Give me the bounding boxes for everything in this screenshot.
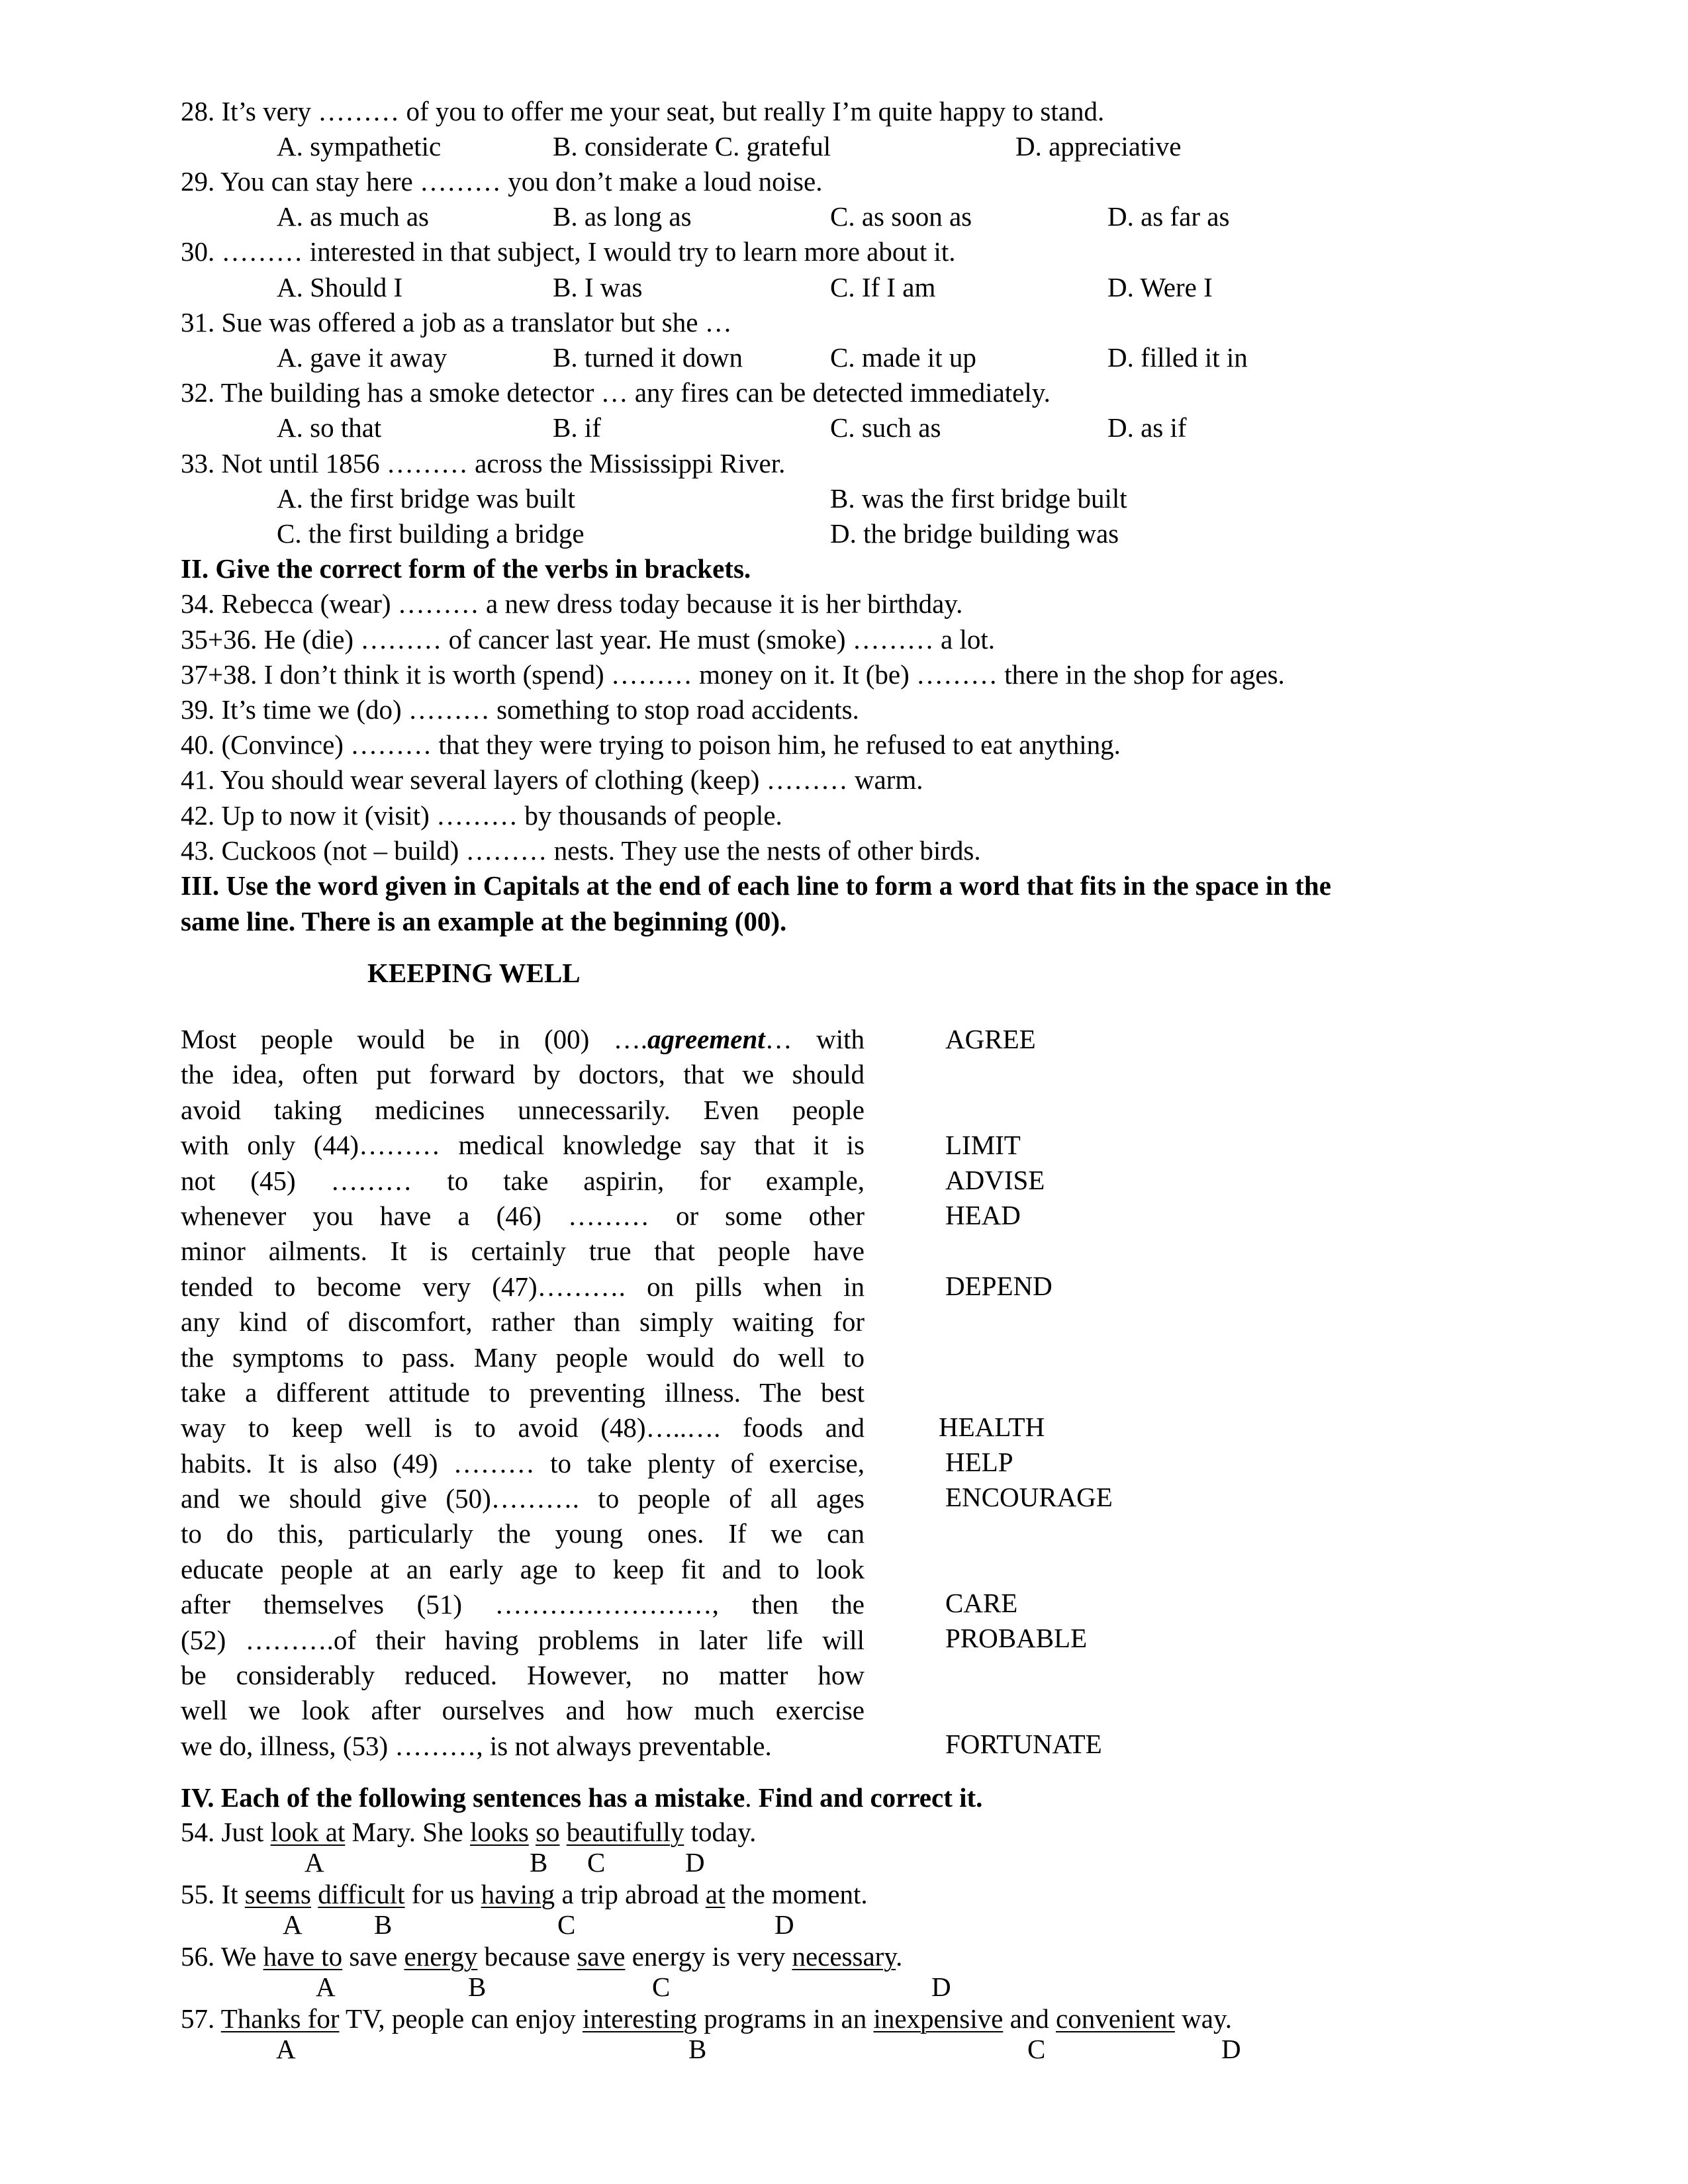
- passage-line: be considerably reduced. However, no matter how: [181, 1660, 865, 1691]
- keyword-help: HELP: [945, 1447, 1013, 1477]
- passage-title: KEEPING WELL: [367, 958, 581, 988]
- passage-line: and we should give (50)………. to people of all ages: [181, 1483, 865, 1514]
- q54-letter-a: A: [305, 1847, 324, 1878]
- passage-line: the idea, often put forward by doctors, that we should: [181, 1059, 865, 1090]
- q55-letter-a: A: [283, 1909, 303, 1940]
- keyword-limit: LIMIT: [945, 1130, 1021, 1160]
- q57-sentence: 57. Thanks for TV, people can enjoy interesting programs in an inexpensive and convenient way.: [181, 2003, 1233, 2034]
- q57-letter-b: B: [688, 2034, 707, 2064]
- q32-option-a: A. so that: [277, 412, 382, 443]
- q56-letter-c: C: [652, 1972, 671, 2002]
- q55-part-c: having: [481, 1879, 555, 1909]
- q28-stem: 28. It’s very ……… of you to offer me your seat, but really I’m quite happy to stand.: [181, 96, 1105, 126]
- q33-stem: 33. Not until 1856 ……… across the Mississippi River.: [181, 448, 786, 478]
- passage-line: habits. It is also (49) ……… to take plenty of exercise,: [181, 1447, 865, 1479]
- part3-heading-line1: III. Use the word given in Capitals at the end of each line to form a word that fits in the space in the: [181, 870, 1331, 901]
- q29-stem: 29. You can stay here ……… you don’t make a loud noise.: [181, 166, 823, 197]
- q29-option-c: C. as soon as: [830, 201, 972, 232]
- passage-line: the symptoms to pass. Many people would do well to: [181, 1342, 865, 1373]
- q57-part-d: convenient: [1056, 2003, 1175, 2034]
- q57-part-b: interesting: [582, 2003, 698, 2034]
- q32-option-b: B. if: [553, 412, 601, 443]
- q32-option-d: D. as if: [1107, 412, 1187, 443]
- q56-sentence: 56. We have to save energy because save energy is very necessary.: [181, 1941, 903, 1972]
- q28-option-d: D. appreciative: [1015, 131, 1182, 161]
- q57-part-a: Thanks for: [220, 2003, 340, 2034]
- q55-letter-d: D: [774, 1909, 794, 1940]
- passage-line-first: Most people would be in (00) ….agreement… with: [181, 1024, 865, 1054]
- keyword-care: CARE: [945, 1588, 1018, 1618]
- verb-item: 40. (Convince) ……… that they were trying to poison him, he refused to eat anything.: [181, 729, 1121, 760]
- q30-option-b: B. I was: [553, 272, 643, 302]
- q56-part-c: save: [577, 1941, 626, 1972]
- keyword-probable: PROBABLE: [945, 1623, 1088, 1653]
- q31-option-c: C. made it up: [830, 342, 976, 373]
- q54-part-a: look at: [270, 1817, 346, 1847]
- verb-item: 39. It’s time we (do) ……… something to stop road accidents.: [181, 694, 859, 725]
- q29-option-d: D. as far as: [1107, 201, 1230, 232]
- verb-item: 34. Rebecca (wear) ……… a new dress today because it is her birthday.: [181, 588, 963, 619]
- q55-sentence: 55. It seems difficult for us having a trip abroad at the moment.: [181, 1879, 868, 1909]
- q31-option-d: D. filled it in: [1107, 342, 1248, 373]
- passage-line: take a different attitude to preventing illness. The best: [181, 1377, 865, 1408]
- keyword-depend: DEPEND: [945, 1271, 1053, 1301]
- verb-item: 41. You should wear several layers of clothing (keep) ……… warm.: [181, 764, 923, 795]
- q31-option-b: B. turned it down: [553, 342, 743, 373]
- q33-option-c: C. the first building a bridge: [277, 518, 585, 549]
- passage-line: avoid taking medicines unnecessarily. Even people: [181, 1094, 865, 1125]
- q55-letter-b: B: [374, 1909, 393, 1940]
- q33-option-b: B. was the first bridge built: [830, 483, 1127, 514]
- keyword-health: HEALTH: [939, 1412, 1045, 1442]
- q55-part-a: seems: [244, 1879, 311, 1909]
- q29-option-a: A. as much as: [277, 201, 430, 232]
- verb-item: 43. Cuckoos (not – build) ……… nests. They use the nests of other birds.: [181, 835, 981, 866]
- passage-line-last: we do, illness, (53) ………, is not always preventable.: [181, 1730, 772, 1761]
- verb-item: 35+36. He (die) ……… of cancer last year. He must (smoke) ……… a lot.: [181, 624, 996, 655]
- q32-option-c: C. such as: [830, 412, 941, 443]
- q54-letter-c: C: [587, 1847, 606, 1878]
- q56-letter-a: A: [316, 1972, 336, 2002]
- q56-letter-d: D: [931, 1972, 951, 2002]
- q32-stem: 32. The building has a smoke detector … any fires can be detected immediately.: [181, 377, 1051, 408]
- example-answer: agreement: [647, 1024, 765, 1054]
- q31-stem: 31. Sue was offered a job as a translator but she …: [181, 307, 732, 338]
- q54-sentence: 54. Just look at Mary. She looks so beautifully today.: [181, 1817, 757, 1847]
- passage-line: way to keep well is to avoid (48)…..…. foods and: [181, 1412, 865, 1443]
- q56-part-a: have to: [263, 1941, 343, 1972]
- q57-letter-d: D: [1221, 2034, 1241, 2064]
- part2-heading: II. Give the correct form of the verbs in brackets.: [181, 553, 751, 584]
- q55-letter-c: C: [557, 1909, 576, 1940]
- q30-option-c: C. If I am: [830, 272, 936, 302]
- q33-option-a: A. the first bridge was built: [277, 483, 575, 514]
- verb-item: 42. Up to now it (visit) ……… by thousands of people.: [181, 800, 782, 831]
- q54-part-d: beautifully: [566, 1817, 684, 1847]
- passage-line: after themselves (51) ……………………, then the: [181, 1589, 865, 1620]
- q56-letter-b: B: [468, 1972, 487, 2002]
- passage-line: (52) ……….of their having problems in later life will: [181, 1624, 865, 1655]
- passage-line: not (45) ……… to take aspirin, for example,: [181, 1165, 865, 1196]
- q56-part-b: energy: [404, 1941, 478, 1972]
- keyword-advise: ADVISE: [945, 1165, 1045, 1195]
- q57-letter-c: C: [1027, 2034, 1046, 2064]
- q57-letter-a: A: [276, 2034, 296, 2064]
- q30-option-d: D. Were I: [1107, 272, 1213, 302]
- q55-part-d: at: [705, 1879, 726, 1909]
- q54-part-b: looks: [469, 1817, 529, 1847]
- passage-line: with only (44)……… medical knowledge say that it is: [181, 1130, 865, 1161]
- part3-heading-line2: same line. There is an example at the beginning (00).: [181, 906, 787, 936]
- passage: [181, 1022, 865, 1764]
- q57-part-c: inexpensive: [873, 2003, 1004, 2034]
- q54-letter-b: B: [530, 1847, 548, 1878]
- keyword-fortunate: FORTUNATE: [945, 1729, 1102, 1759]
- verb-item: 37+38. I don’t think it is worth (spend) ……… money on it. It (be) ……… there in the shop for ages.: [181, 659, 1285, 690]
- q30-option-a: A. Should I: [277, 272, 403, 302]
- q31-option-a: A. gave it away: [277, 342, 447, 373]
- passage-line: well we look after ourselves and how much exercise: [181, 1695, 865, 1726]
- keyword-encourage: ENCOURAGE: [945, 1482, 1113, 1512]
- q55-part-b: difficult: [318, 1879, 405, 1909]
- q29-option-b: B. as long as: [553, 201, 692, 232]
- part4-heading: IV. Each of the following sentences has a mistake. Find and correct it.: [181, 1782, 983, 1813]
- q30-stem: 30. ……… interested in that subject, I would try to learn more about it.: [181, 236, 956, 267]
- keyword-head: HEAD: [945, 1200, 1021, 1230]
- q28-option-b: B. considerate C. grateful: [553, 131, 831, 161]
- keyword-agree: AGREE: [945, 1024, 1036, 1054]
- passage-line: educate people at an early age to keep fit and to look: [181, 1553, 865, 1584]
- q28-option-a: A. sympathetic: [277, 131, 442, 161]
- passage-line: tended to become very (47)………. on pills when in: [181, 1271, 865, 1302]
- q33-option-d: D. the bridge building was: [830, 518, 1119, 549]
- q54-letter-d: D: [685, 1847, 705, 1878]
- passage-line: whenever you have a (46) ……… or some other: [181, 1200, 865, 1231]
- passage-line: to do this, particularly the young ones. If we can: [181, 1518, 865, 1549]
- passage-line: minor ailments. It is certainly true that people have: [181, 1236, 865, 1267]
- passage-line: any kind of discomfort, rather than simply waiting for: [181, 1306, 865, 1338]
- q56-part-d: necessary: [792, 1941, 896, 1972]
- q54-part-c: so: [536, 1817, 560, 1847]
